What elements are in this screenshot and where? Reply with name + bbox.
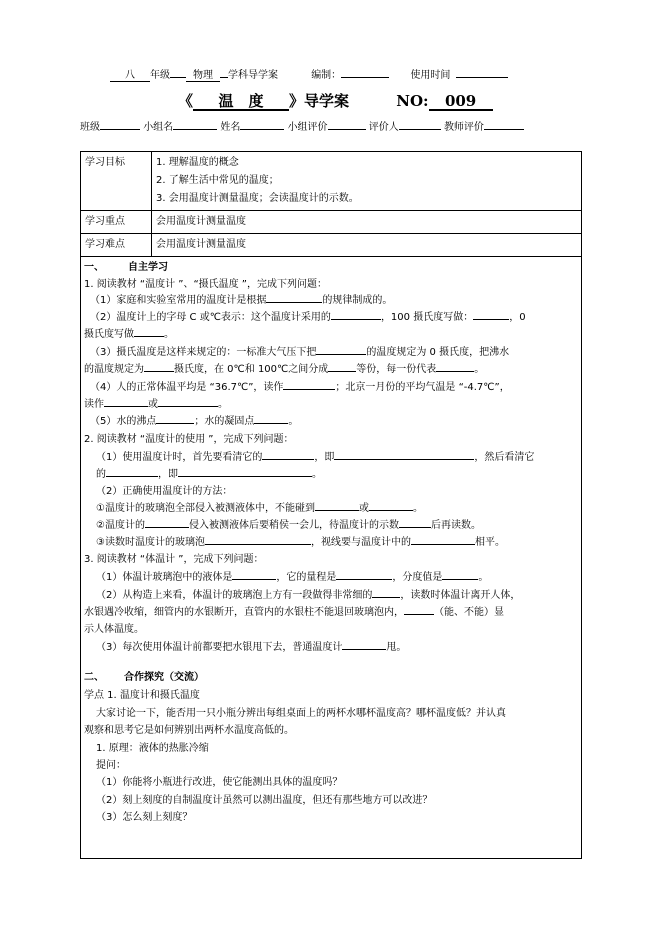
paragraph-line: 大家讨论一下，能否用一只小瓶分辨出每组桌面上的两杯水哪杯温度高？哪杯温度低？并认真	[96, 708, 506, 719]
question-line: （2）正确使用温度计的方法：	[96, 486, 233, 497]
goal-item: 1. 理解温度的概念	[156, 157, 239, 168]
answer-blank[interactable]	[399, 517, 431, 528]
answer-blank[interactable]	[369, 500, 413, 511]
answer-blank[interactable]	[342, 639, 386, 650]
name-label: 姓名	[220, 122, 241, 133]
title-close: 》导学案	[289, 92, 350, 110]
answer-blank[interactable]	[411, 534, 475, 545]
question-line: ③读数时温度计的玻璃泡 ，视线要与温度计中的 相平。	[96, 533, 505, 548]
editor-label: 编制：	[311, 70, 342, 81]
no-label: NO:	[396, 92, 429, 110]
answer-blank[interactable]	[334, 449, 474, 460]
question-line: 1. 阅读教材 “温度计 ”、“摄氏温度 ”，完成下列问题：	[84, 279, 327, 290]
goal-label: 学习目标	[81, 152, 152, 211]
answer-blank[interactable]	[473, 309, 509, 320]
question-line: （2）温度计上的字母 C 或℃表示：这个温度计采用的 ，100 摄氏度写做： ，0	[90, 308, 526, 323]
class-blank	[100, 129, 140, 130]
question-line: 的 ，即 。	[96, 465, 322, 480]
editor-blank	[341, 77, 389, 78]
goal-row	[81, 152, 582, 211]
question-line: （4）人的正常体温平均是 “36.7℃”，读作 ；北京一月份的平均气温是 “-4.7℃”，	[90, 378, 510, 393]
date-label: 使用时间	[410, 70, 451, 81]
blank	[220, 77, 228, 78]
difficulty-label: 学习难点	[81, 234, 152, 257]
answer-blank[interactable]	[178, 466, 312, 477]
date-blank	[456, 77, 508, 78]
blank	[170, 77, 186, 78]
question-line: （3）摄氏温度是这样来规定的：一标准大气压下把 的温度规定为 0 摄氏度，把沸水	[90, 343, 509, 358]
difficulty-row	[81, 234, 582, 257]
title-name: 温 度	[193, 93, 289, 111]
question-line: （2）从构造上来看，体温计的玻璃泡上方有一段做得非常细的 ，读数时体温计离开人体，	[96, 586, 520, 601]
answer-blank[interactable]	[156, 413, 194, 424]
answer-blank[interactable]	[205, 534, 311, 545]
doc-header	[110, 66, 508, 82]
group-eval-blank	[328, 129, 366, 130]
answer-blank[interactable]	[331, 309, 381, 320]
question-line: ①温度计的玻璃泡全部侵入被测液体中，不能碰到 或 。	[96, 499, 423, 514]
answer-blank[interactable]	[254, 413, 288, 424]
answer-blank[interactable]	[442, 569, 478, 580]
grade-suffix: 年级	[150, 70, 170, 81]
question-line: （1）使用温度计时，首先要看清它的 ，即 ，然后看清它	[96, 448, 534, 463]
answer-blank[interactable]	[404, 604, 434, 615]
principle-line: 1. 原理：液体的热胀冷缩	[96, 743, 209, 754]
goal-item: 2. 了解生活中常见的温度；	[156, 175, 279, 186]
question-line: 示人体温度。	[84, 624, 144, 635]
evaluator-label: 评价人	[368, 122, 399, 133]
answer-blank[interactable]	[145, 517, 189, 528]
answer-blank[interactable]	[266, 292, 322, 303]
grade-value: 八	[110, 70, 150, 82]
answer-blank[interactable]	[106, 466, 158, 477]
answer-blank[interactable]	[336, 569, 392, 580]
answer-blank[interactable]	[315, 500, 359, 511]
question-line: ②温度计的 侵入被测液体后要稍侯一会儿，待温度计的示数 后再读数。	[96, 516, 481, 531]
answer-blank[interactable]	[372, 587, 400, 598]
page-title	[178, 90, 493, 111]
teacher-eval-label: 教师评价	[443, 122, 484, 133]
answer-blank[interactable]	[158, 396, 218, 407]
question-line: 的温度规定为 摄氏度，在 0℃和 100℃之间分成 等份，每一份代表 。	[84, 360, 484, 375]
teacher-eval-blank	[484, 129, 524, 130]
question-line: 摄氏度写做 。	[84, 325, 174, 340]
question-line: 读作 或 。	[84, 395, 228, 410]
objectives-table	[80, 151, 582, 257]
answer-blank[interactable]	[104, 396, 148, 407]
title-open: 《	[178, 92, 194, 110]
answer-blank[interactable]	[316, 344, 366, 355]
class-label: 班级	[80, 122, 100, 133]
group-eval-label: 小组评价	[287, 122, 328, 133]
prompt-label: 提问：	[96, 760, 126, 771]
group-blank	[173, 129, 217, 130]
question-line: （5）水的沸点 ；水的凝固点 。	[90, 412, 298, 427]
goal-list	[152, 152, 582, 211]
student-info-row	[80, 118, 524, 133]
plan-label: 学科导学案	[228, 70, 278, 81]
question-line: （1）体温计玻璃泡中的液体是 ，它的量程是 ，分度值是 。	[96, 568, 488, 583]
question-line: 2. 阅读教材 “温度计的使用 ”，完成下列问题：	[84, 434, 294, 445]
study-point-title: 学点 1. 温度计和摄氏温度	[84, 690, 200, 701]
section-heading: 二、 合作探究（交流）	[84, 672, 204, 683]
prompt-question: （1）你能将小瓶进行改进，使它能测出具体的温度吗？	[96, 777, 343, 788]
prompt-question: （2）刻上刻度的自制温度计虽然可以测出温度，但还有那些地方可以改进？	[96, 795, 433, 806]
goal-item: 3. 会用温度计测量温度；会读温度计的示数。	[156, 193, 359, 204]
question-line: 水银遇冷收缩，细管内的水银断开，直管内的水银柱不能退回玻璃泡内， （能、不能）显	[84, 603, 504, 618]
answer-blank[interactable]	[283, 379, 335, 390]
answer-blank[interactable]	[262, 449, 314, 460]
answer-blank[interactable]	[134, 326, 164, 337]
paragraph-line: 观察和思考它是如何辨别出两杯水温度高低的。	[84, 725, 294, 736]
key-label: 学习重点	[81, 211, 152, 234]
question-line: （3）每次使用体温计前都要把水银甩下去，普通温度计 甩。	[96, 638, 406, 653]
prompt-question: （3）怎么刻上刻度？	[96, 812, 193, 823]
name-blank	[240, 129, 284, 130]
group-label: 小组名	[143, 122, 174, 133]
answer-blank[interactable]	[232, 569, 276, 580]
section-heading: 一、 自主学习	[84, 262, 168, 273]
question-line: 3. 阅读教材 “体温计 ”，完成下列问题：	[84, 554, 264, 565]
answer-blank[interactable]	[436, 361, 474, 372]
key-row	[81, 211, 582, 234]
answer-blank[interactable]	[328, 361, 356, 372]
no-value: 009	[429, 93, 493, 111]
difficulty-value: 会用温度计测量温度	[152, 234, 582, 257]
evaluator-blank	[399, 129, 441, 130]
key-value: 会用温度计测量温度	[152, 211, 582, 234]
question-line: （1）家庭和实验室常用的温度计是根据 的规律制成的。	[90, 291, 392, 306]
subject-value: 物理	[186, 70, 220, 82]
answer-blank[interactable]	[144, 361, 174, 372]
